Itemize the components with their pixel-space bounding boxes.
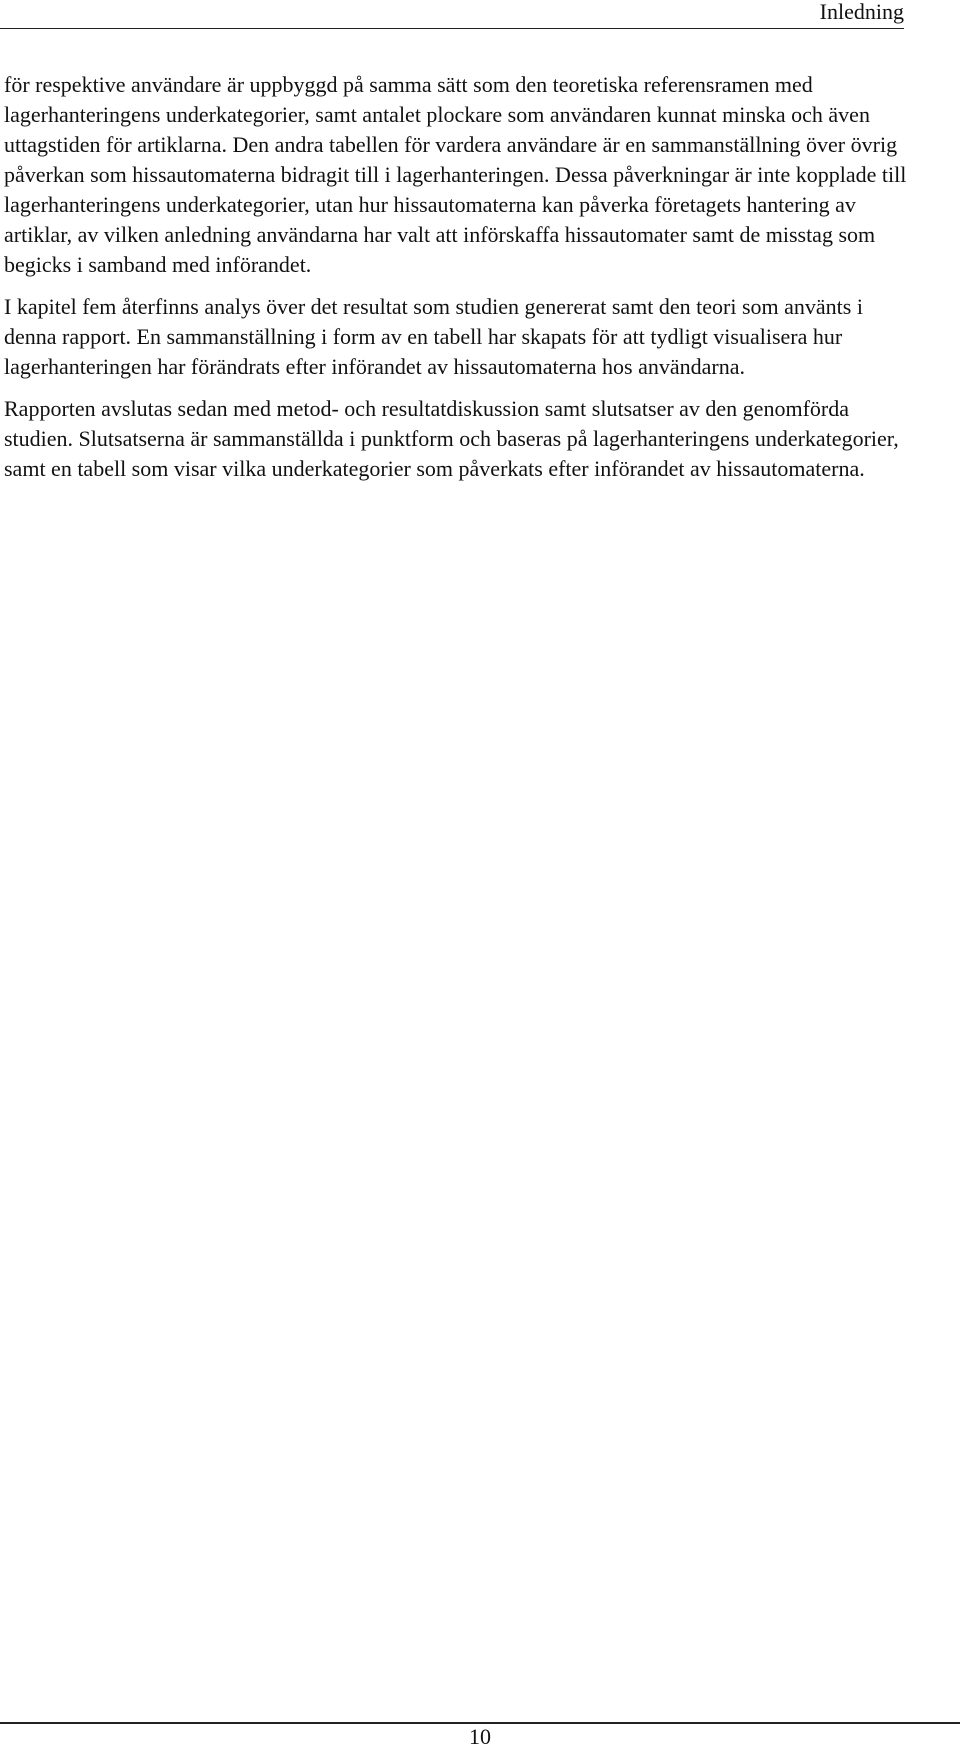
chapter-title: Inledning: [819, 0, 904, 24]
page-header: [0, 0, 904, 29]
paragraph: Rapporten avslutas sedan med metod- och resultatdiskussion samt slutsatser av den genomförda studien. Slutsatserna är sammanställda i punktform och baseras på lagerhanteringens underkategorier, samt en tabell som visar vilka underkategorier som påverkats efter införandet av hissautomaterna.: [4, 396, 899, 481]
page-number: 10: [469, 1724, 491, 1749]
paragraph: för respektive användare är uppbyggd på samma sätt som den teoretiska referensramen med lagerhanteringens underkategorier, samt antalet plockare som användaren kunnat minska och även uttagstiden för artiklarna. Den andra tabellen för vardera användare är en sammanställning över övrig påverkan som hissautomaterna bidragit till i lagerhanteringen. Dessa påverkningar är inte kopplade till lagerhanteringens underkategorier, utan hur hissautomaterna kan påverka företagets hantering av artiklar, av vilken anledning användarna har valt att införskaffa hissautomater samt de misstag som begicks i samband med införandet.: [4, 72, 907, 277]
body-text: [4, 70, 909, 496]
paragraph: I kapitel fem återfinns analys över det resultat som studien genererat samt den teori som använts i denna rapport. En sammanställning i form av en tabell har skapats för att tydligt visualisera hur lagerhanteringen har förändrats efter införandet av hissautomaterna hos användarna.: [4, 294, 863, 379]
